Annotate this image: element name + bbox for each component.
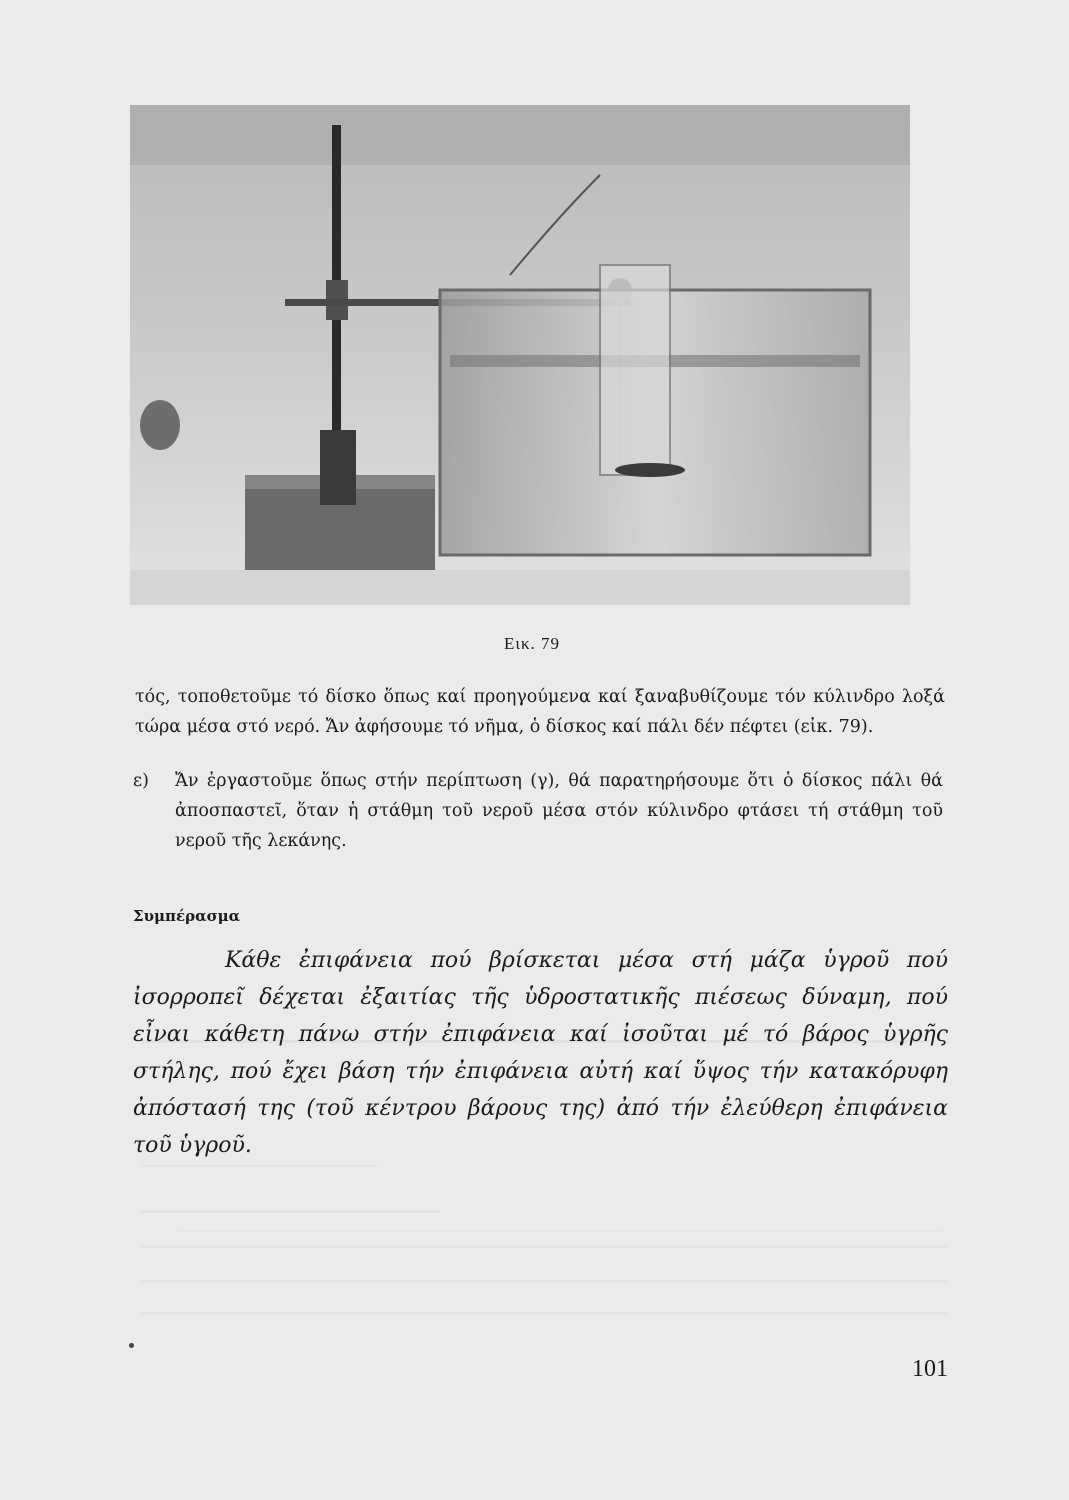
- section-heading: Συμπέρασμα: [133, 907, 241, 925]
- page-number: 101: [912, 1356, 948, 1382]
- stray-dot: [129, 1343, 134, 1348]
- list-item-e: [133, 766, 943, 856]
- figure-caption: Εικ. 79: [504, 634, 561, 653]
- item-text: Ἄν ἐργαστοῦμε ὅπως στήν περίπτωση (γ), θά παρατηρήσουμε ὅτι ὁ δίσκος πάλι θά ἀποσπαστεῖ, ὅταν ἡ στάθμη τοῦ νεροῦ μέσα στόν κύλινδρο φτάσει τή στάθμη τοῦ νεροῦ τῆς λεκάνης.: [175, 771, 943, 851]
- paragraph-continuation: τός, τοποθετοῦμε τό δίσκο ὅπως καί προηγούμενα καί ξαναβυθίζουμε τόν κύλινδρο λοξά τώρα μέσα στό νερό. Ἄν ἀφήσουμε τό νῆμα, ὁ δίσκος καί πάλι δέν πέφτει (εἰκ. 79).: [135, 687, 945, 737]
- item-label: ε): [133, 771, 149, 791]
- figure-photo: [130, 105, 910, 605]
- conclusion-statement: Κάθε ἐπιφάνεια πού βρίσκεται μέσα στή μάζα ὑγροῦ πού ἰσορροπεῖ δέχεται ἐξαιτίας τῆς ὑδροστατικῆς πιέσεως δύναμη, πού εἶναι κάθετη πάνω στήν ἐπιφάνεια καί ἰσοῦται μέ τό βάρος ὑγρῆς στήλης, πού ἔχει βάση τήν ἐπιφάνεια αὐτή καί ὕψος τήν κατακόρυφη ἀπόστασή της (τοῦ κέντρου βάρους της) ἀπό τήν ἐλεύθερη ἐπιφάνεια τοῦ ὑγροῦ.: [133, 948, 948, 1158]
